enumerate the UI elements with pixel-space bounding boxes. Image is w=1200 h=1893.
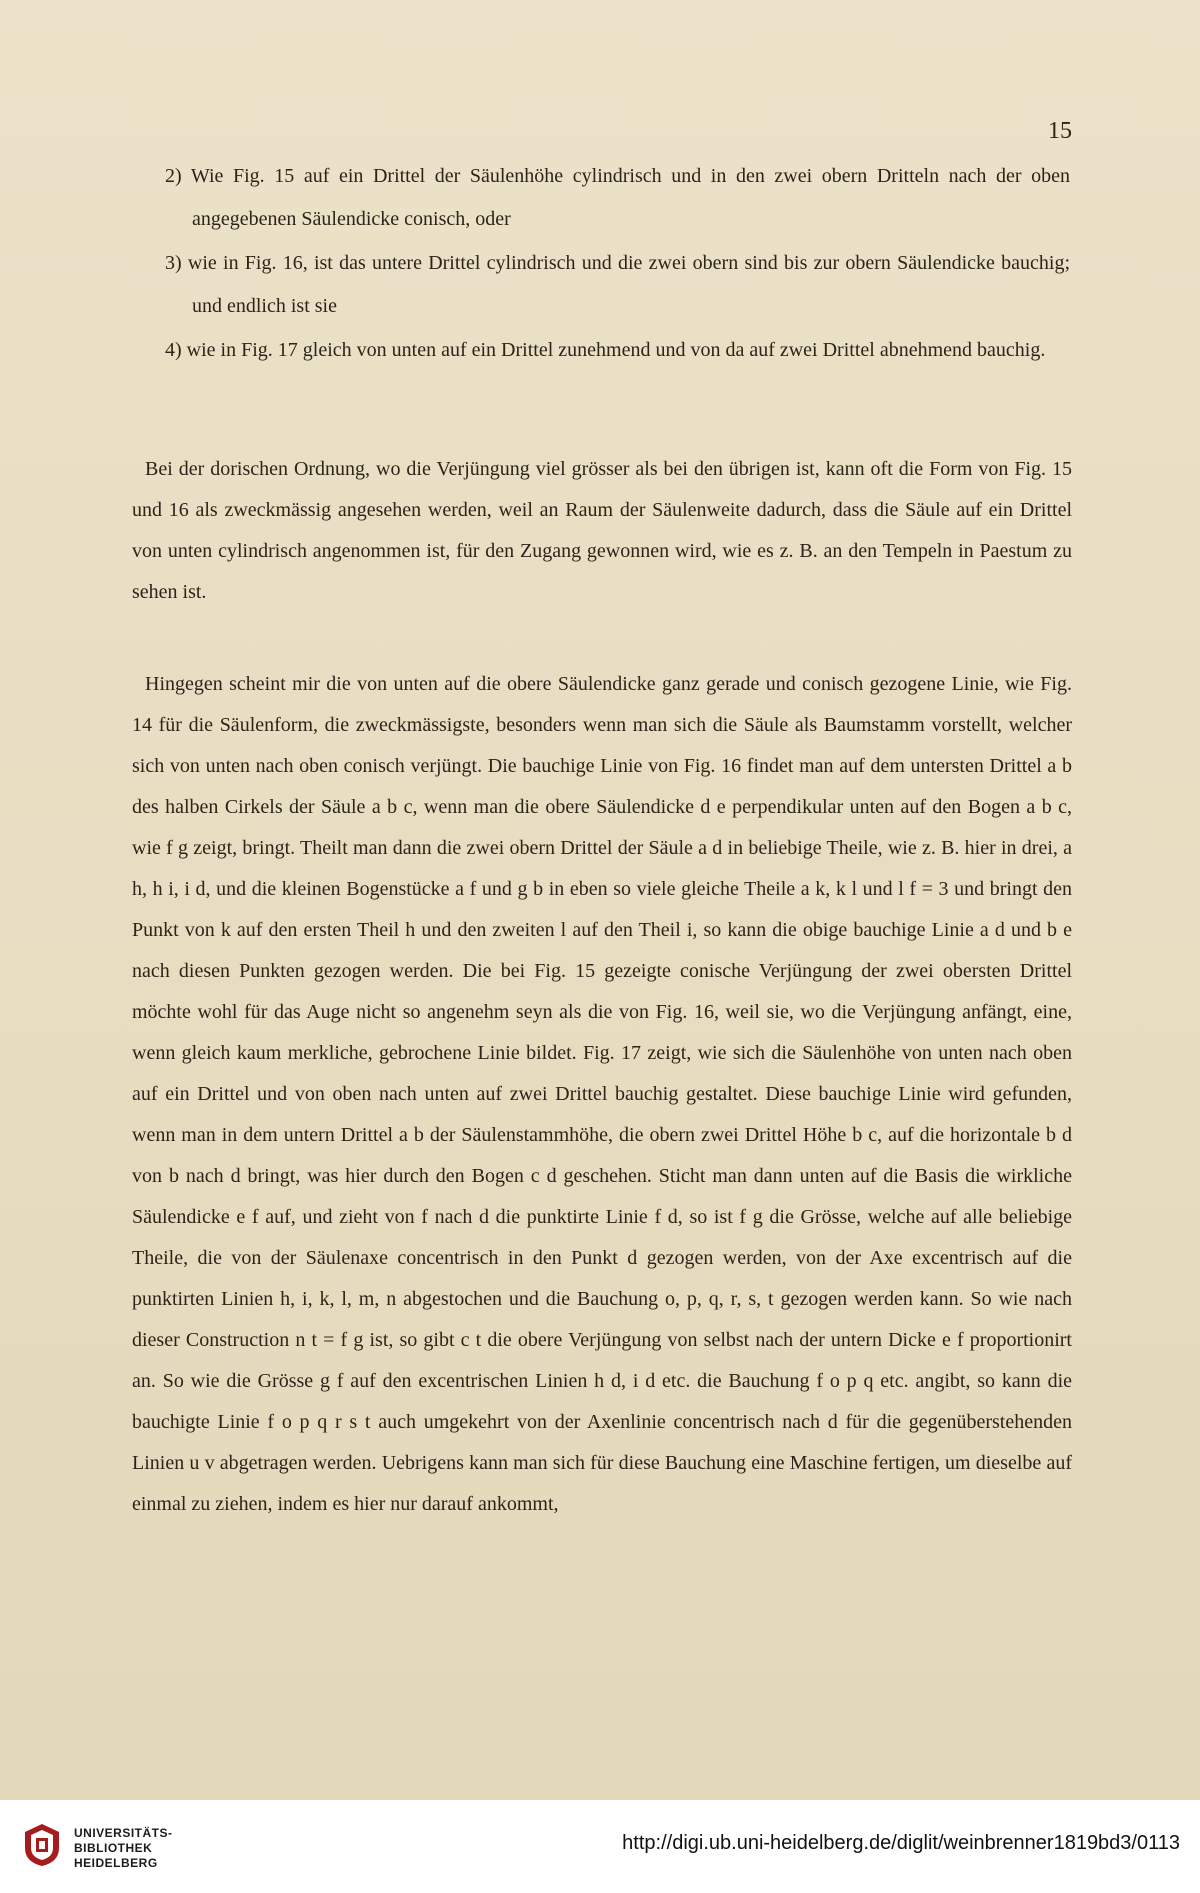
list-item: 2) Wie Fig. 15 auf ein Drittel der Säulenhöhe cylindrisch und in den zwei obern Dritteln nach der oben angegebenen Säulendicke conisch, oder <box>165 165 1070 230</box>
library-name[interactable]: UNIVERSITÄTS- BIBLIOTHEK HEIDELBERG <box>74 1826 173 1870</box>
university-seal-icon <box>22 1822 62 1868</box>
page-number: 15 <box>1048 118 1072 144</box>
list-item: 3) wie in Fig. 16, ist das untere Drittel cylindrisch und die zwei obern sind bis zur obern Säulendicke bauchig; und endlich ist sie <box>165 252 1070 317</box>
footer-bar <box>0 1800 1200 1893</box>
paragraph: Hingegen scheint mir die von unten auf die obere Säulendicke ganz gerade und conisch gezogene Linie, wie Fig. 14 für die Säulenform, die zweckmässigste, besonders wenn man sich die Säule als Baumstamm vorstellt, welcher sich von unten nach oben conisch verjüngt. Die bauchige Linie von Fig. 16 findet man auf dem untersten Drittel a b des halben Cirkels der Säule a b c, wenn man die obere Säulendicke d e perpendikular unten auf den Bogen a b c, wie f g zeigt, bringt. Theilt man dann die zwei obern Drittel der Säule a d in beliebige Theile, wie z. B. hier in drei, a h, h i, i d, und die kleinen Bogenstücke a f und g b in eben so viele gleiche Theile a k, k l und l f = 3 und bringt den Punkt von k auf den ersten Theil h und den zweiten l auf den Theil i, so kann die obige bauchige Linie a d und b e nach diesen Punkten gezogen werden. Die bei Fig. 15 gezeigte conische Verjüngung der zwei obersten Drittel möchte wohl für das Auge nicht so angenehm seyn als die von Fig. 16, weil sie, wo die Verjüngung anfängt, eine, wenn gleich kaum merkliche, gebrochene Linie bildet. Fig. 17 zeigt, wie sich die Säulenhöhe von unten nach oben auf ein Drittel und von oben nach unten auf zwei Drittel bauchig gestaltet. Diese bauchige Linie wird gefunden, wenn man in dem untern Drittel a b der Säulenstammhöhe, die obern zwei Drittel Höhe b c, auf die horizontale b d von b nach d bringt, was hier durch den Bogen c d geschehen. Sticht man dann unten auf die Basis die wirkliche Säulendicke e f auf, und zieht von f nach d die punktirte Linie f d, so ist f g die Grösse, welche auf alle beliebige Theile, die von der Säulenaxe concentrisch in den Punkt d gezogen werden, von der Axe excentrisch auf die punktirten Linien h, i, k, l, m, n abgestochen und die Bauchung o, p, q, r, s, t gezogen werden kann. So wie nach dieser Construction n t = f g ist, so gibt c t die obere Verjüngung von selbst nach der untern Dicke e f proportionirt an. So wie die Grösse g f auf den excentrischen Linien h d, i d etc. die Bauchung f o p q etc. angibt, so kann die bauchigte Linie f o p q r s t auch umgekehrt von der Axenlinie concentrisch nach d für die gegenüberstehenden Linien u v abgetragen werden. Uebrigens kann man sich für diese Bauchung eine Maschine fertigen, um dieselbe auf einmal zu ziehen, indem es hier nur darauf ankommt, <box>132 673 1072 1515</box>
list-item: 4) wie in Fig. 17 gleich von unten auf ein Drittel zunehmend und von da auf zwei Drittel abnehmend bauchig. <box>165 339 1046 361</box>
paragraph: Bei der dorischen Ordnung, wo die Verjüngung viel grösser als bei den übrigen ist, kann oft die Form von Fig. 15 und 16 als zweckmässig angesehen werden, weil an Raum der Säulenweite dadurch, dass die Säule auf ein Drittel von unten cylindrisch angenommen ist, für den Zugang gewonnen wird, wie es z. B. an den Tempeln in Paestum zu sehen ist. <box>132 458 1072 603</box>
permalink-url[interactable]: http://digi.ub.uni-heidelberg.de/diglit/weinbrenner1819bd3/0113 <box>622 1832 1180 1854</box>
